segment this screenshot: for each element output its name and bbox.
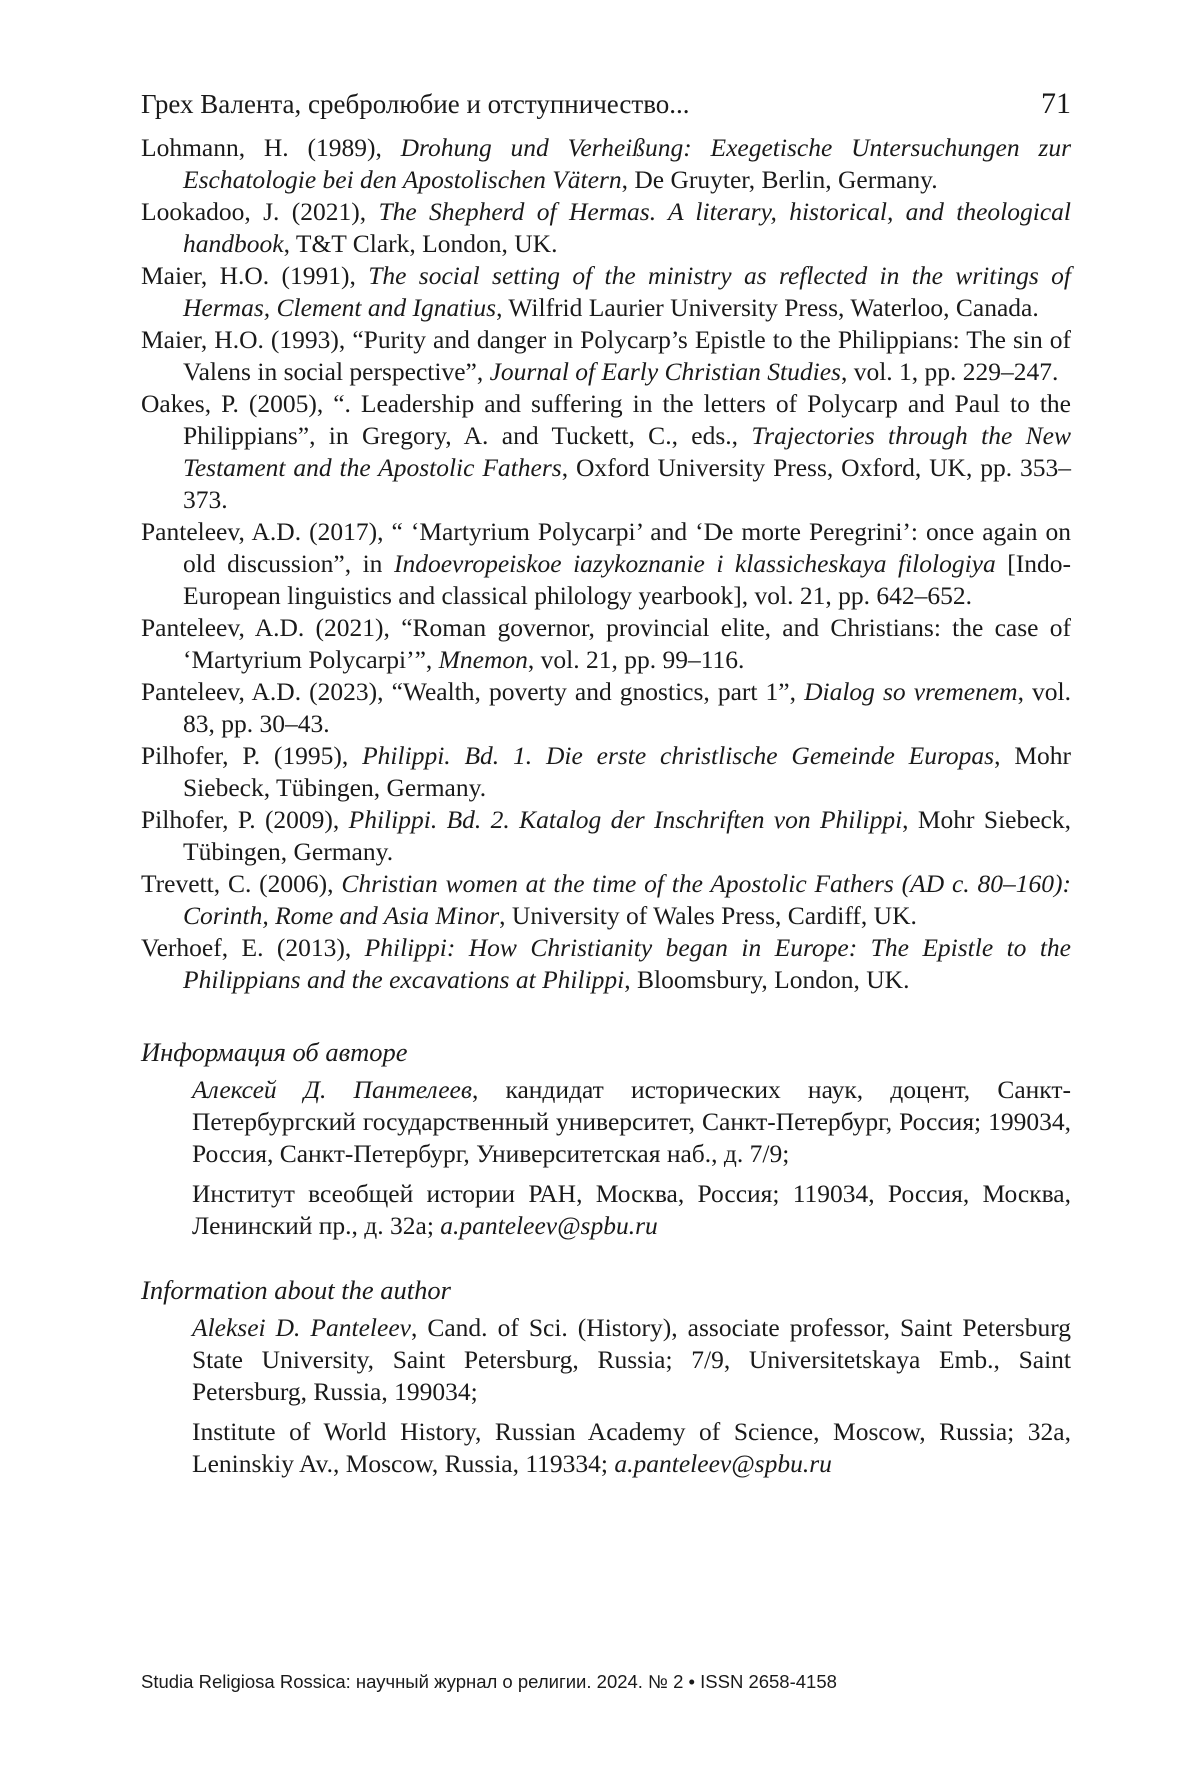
reference-title: Journal of Early Christian Studies [489, 357, 841, 386]
reference-title: Philippi. Bd. 1. Die erste christlische Gemeinde Europas [362, 741, 995, 770]
reference-entry: Lohmann, H. (1989), Drohung und Verheißung: Exegetische Untersuchungen zur Eschatologie bei den Apostolischen Vätern, De Gruyter, Berlin, Germany. [141, 133, 1071, 194]
reference-entry: Verhoef, E. (2013), Philippi: How Christianity began in Europe: The Epistle to the Philippians and the excavations at Philippi, Bloomsbury, London, UK. [141, 933, 1071, 994]
author-info-en [141, 1272, 1071, 1480]
author-affiliation: Institute of World History, Russian Academy of Science, Moscow, Russia; 32a, Leninskiy Av., Moscow, Russia, 119334; a.panteleev@spbu.ru [192, 1417, 1071, 1478]
reference-entry: Lookadoo, J. (2021), The Shepherd of Hermas. A literary, historical, and theological handbook, T&T Clark, London, UK. [141, 197, 1071, 258]
reference-title: Christian women at the time of the Apostolic Fathers (AD c. 80–160): Corinth, Rome and Asia Minor [183, 869, 1071, 930]
author-email[interactable]: a.panteleev@spbu.ru [440, 1211, 658, 1240]
author-email[interactable]: a.panteleev@spbu.ru [614, 1449, 832, 1478]
running-header [141, 84, 1071, 124]
reference-title: Drohung und Verheißung: Exegetische Untersuchungen zur Eschatologie bei den Apostolischen Vätern [183, 133, 1071, 194]
reference-title: Mnemon [438, 645, 528, 674]
reference-title: The social setting of the ministry as reflected in the writings of Hermas, Clement and Ignatius [183, 261, 1071, 322]
reference-title: Philippi. Bd. 2. Katalog der Inschriften von Philippi [348, 805, 903, 834]
section-heading: Information about the author [141, 1275, 451, 1305]
reference-title: Philippi: How Christianity began in Europe: The Epistle to the Philippians and the excavations at Philippi [183, 933, 1071, 994]
reference-title: Dialog so vremenem [804, 677, 1018, 706]
author-affiliation: Aleksei D. Panteleev, Cand. of Sci. (History), associate professor, Saint Petersburg State University, Saint Petersburg, Russia; 7/9, Universitetskaya Emb., Saint Petersburg, Russia, 199034; [192, 1313, 1071, 1406]
author-name: Aleksei D. Panteleev [192, 1313, 411, 1342]
author-affiliation: Институт всеобщей истории РАН, Москва, Россия; 119034, Россия, Москва, Ленинский пр., д. 32а; a.panteleev@spbu.ru [192, 1179, 1071, 1240]
section-heading: Информация об авторе [141, 1037, 408, 1067]
journal-footer: Studia Religiosa Rossica: научный журнал о религии. 2024. № 2 • ISSN 2658-4158 [141, 1671, 837, 1692]
reference-entry: Pilhofer, P. (1995), Philippi. Bd. 1. Die erste christlische Gemeinde Europas, Mohr Siebeck, Tübingen, Germany. [141, 741, 1071, 802]
reference-entry: Panteleev, A.D. (2023), “Wealth, poverty and gnostics, part 1”, Dialog so vremenem, vol. 83, pp. 30–43. [141, 677, 1071, 738]
reference-title: Indoevropeiskoe iazykoznanie i klassicheskaya filologiya [393, 549, 996, 578]
author-name: Алексей Д. Пантелеев [192, 1075, 472, 1104]
reference-entry: Trevett, C. (2006), Christian women at the time of the Apostolic Fathers (AD c. 80–160): Corinth, Rome and Asia Minor, University of Wales Press, Cardiff, UK. [141, 869, 1071, 930]
page-content [141, 84, 1071, 1488]
running-title: Грех Валента, сребролюбие и отступничество... [141, 89, 690, 119]
author-info-ru [141, 1034, 1071, 1242]
reference-entry: Pilhofer, P. (2009), Philippi. Bd. 2. Katalog der Inschriften von Philippi, Mohr Siebeck, Tübingen, Germany. [141, 805, 1072, 866]
reference-entry: Panteleev, A.D. (2017), “ ‘Martyrium Polycarpi’ and ‘De morte Peregrini’: once again on old discussion”, in Indoevropeiskoe iazykoznanie i klassicheskaya filologiya [Indo-European linguistics and classical philology yearbook], vol. 21, pp. 642–652. [141, 517, 1071, 610]
reference-list [141, 132, 1071, 996]
author-affiliation: Алексей Д. Пантелеев, кандидат исторических наук, доцент, Санкт-Петербургский государственный университет, Санкт-Петербург, Россия; 199034, Россия, Санкт-Петербург, Университетская наб., д. 7/9; [192, 1075, 1071, 1168]
reference-title: Trajectories through the New Testament and the Apostolic Fathers [183, 421, 1071, 482]
reference-entry: Maier, H.O. (1993), “Purity and danger in Polycarp’s Epistle to the Philippians: The sin of Valens in social perspective”, Journal of Early Christian Studies, vol. 1, pp. 229–247. [141, 325, 1071, 386]
reference-title: The Shepherd of Hermas. A literary, historical, and theological handbook [183, 197, 1071, 258]
reference-entry: Maier, H.O. (1991), The social setting of the ministry as reflected in the writings of Hermas, Clement and Ignatius, Wilfrid Laurier University Press, Waterloo, Canada. [141, 261, 1071, 322]
page-number: 71 [1041, 87, 1071, 120]
reference-entry: Panteleev, A.D. (2021), “Roman governor, provincial elite, and Christians: the case of ‘Martyrium Polycarpi’”, Mnemon, vol. 21, pp. 99–116. [141, 613, 1071, 674]
reference-entry: Oakes, P. (2005), “. Leadership and suffering in the letters of Polycarp and Paul to the Philippians”, in Gregory, A. and Tuckett, C., eds., Trajectories through the New Testament and the Apostolic Fathers, Oxford University Press, Oxford, UK, pp. 353–373. [141, 389, 1071, 514]
